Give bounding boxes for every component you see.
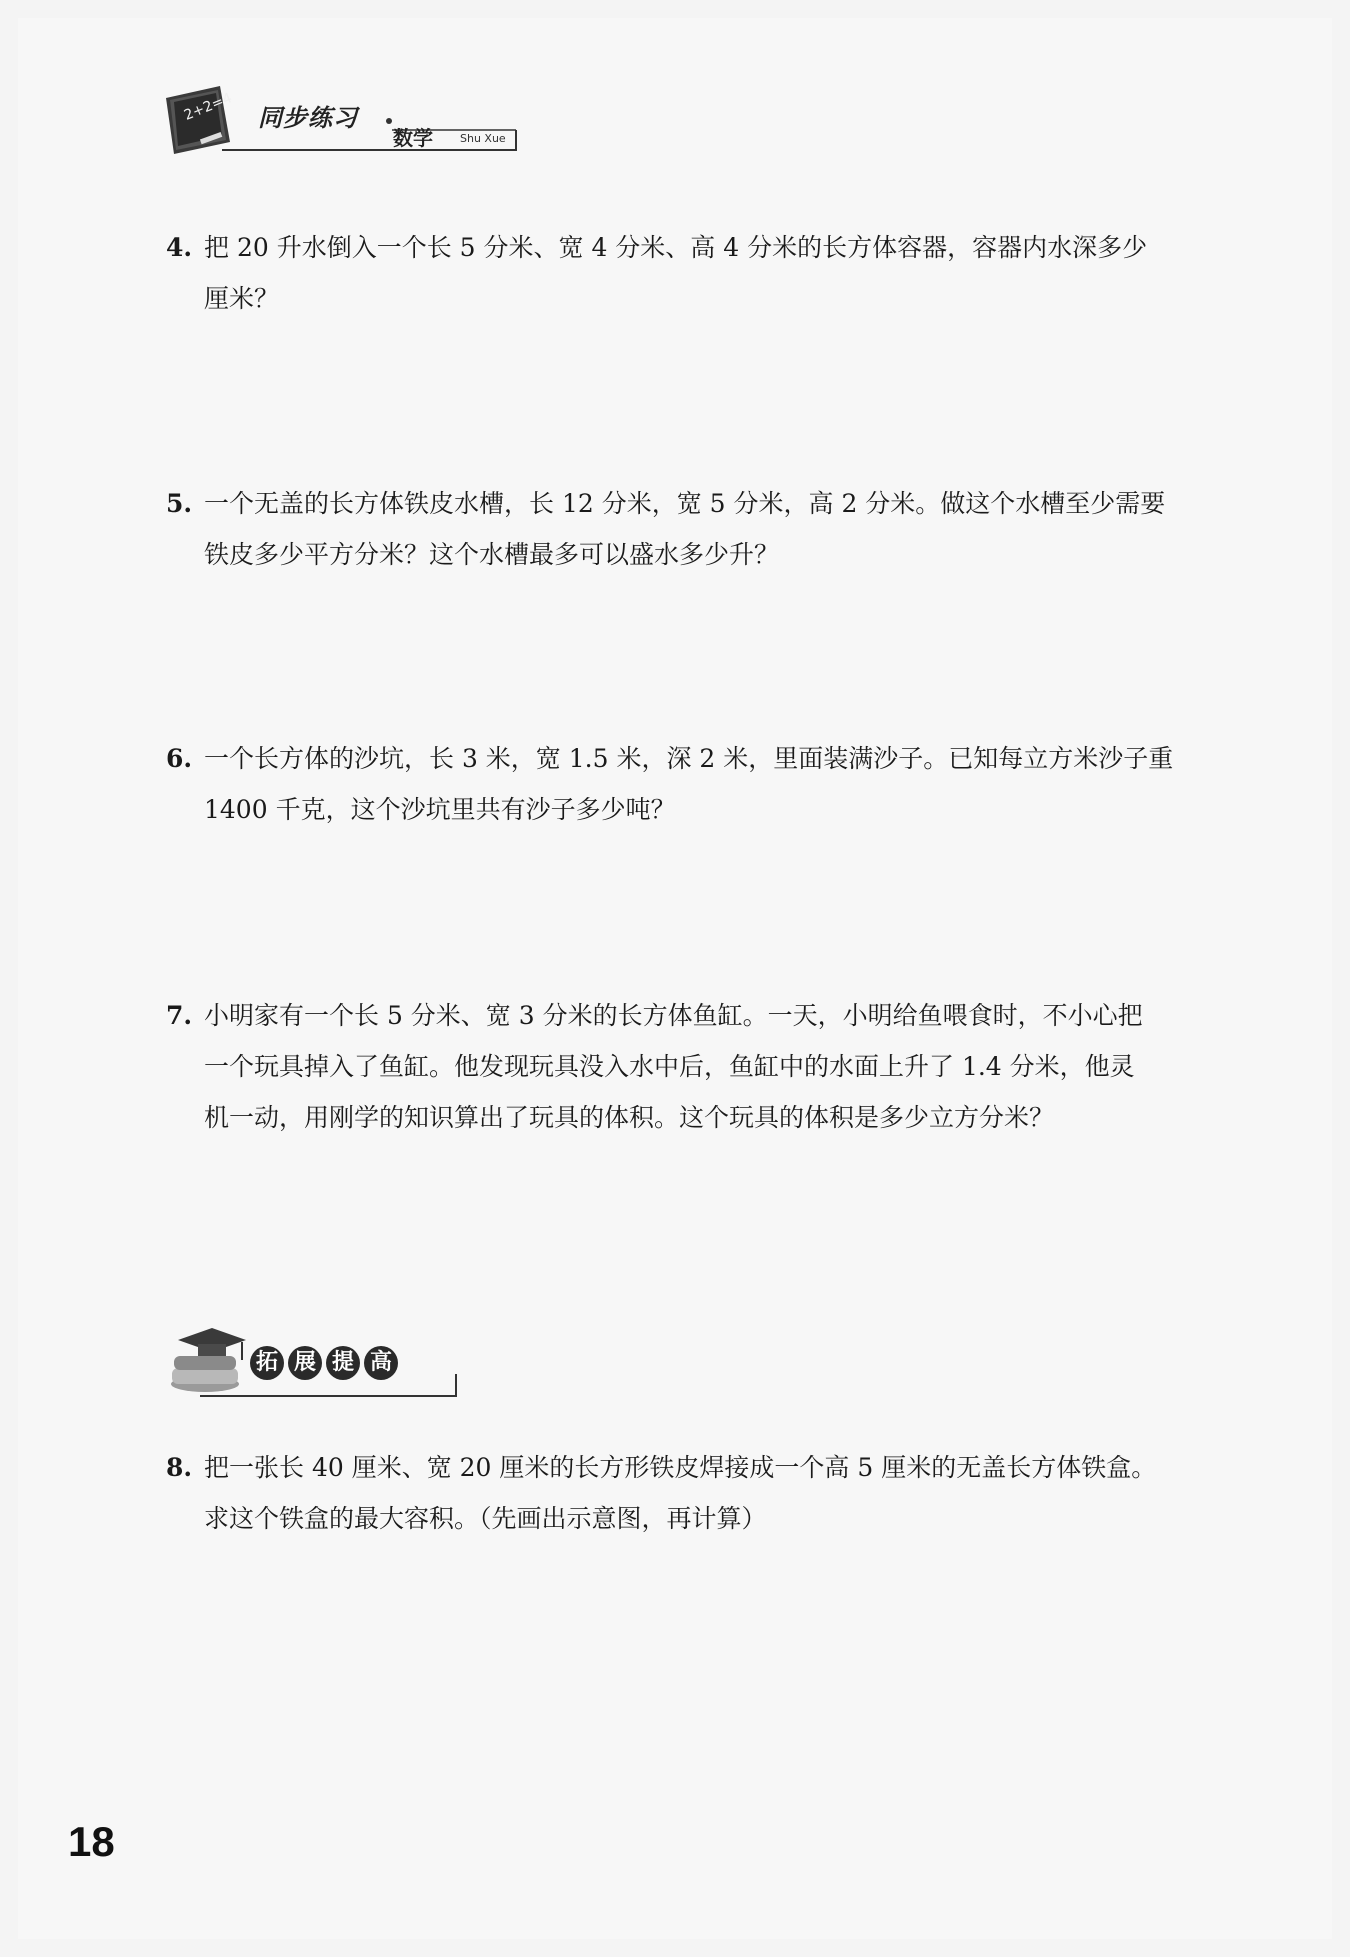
question-8 — [166, 1442, 1206, 1544]
section-title — [250, 1346, 398, 1380]
page-number: 18 — [68, 1818, 115, 1865]
question-line: 铁皮多少平方分米？这个水槽最多可以盛水多少升？ — [204, 540, 780, 569]
question-line: 4. 把 20 升水倒入一个长 5 分米、宽 4 分米、高 4 分米的长方体容器，容器内水深多少 — [166, 222, 1206, 273]
question-5 — [166, 478, 1206, 580]
question-line: 1400 千克，这个沙坑里共有沙子多少吨？ — [204, 795, 676, 824]
question-line: 7. 小明家有一个长 5 分米、宽 3 分米的长方体鱼缸。一天，小明给鱼喂食时，不小心把 — [166, 990, 1206, 1041]
question-line: 6. 一个长方体的沙坑，长 3 米，宽 1.5 米，深 2 米，里面装满沙子。已知每立方米沙子重 — [166, 733, 1206, 784]
question-6 — [166, 733, 1206, 835]
question-line: 5. 一个无盖的长方体铁皮水槽，长 12 分米，宽 5 分米，高 2 分米。做这个水槽至少需要 — [166, 478, 1206, 529]
question-line: 8. 把一张长 40 厘米、宽 20 厘米的长方形铁皮焊接成一个高 5 厘米的无盖长方体铁盒。 — [166, 1442, 1206, 1493]
question-4 — [166, 222, 1206, 324]
question-number: 7. — [166, 1001, 193, 1030]
question-line: 一个玩具掉入了鱼缸。他发现玩具没入水中后，鱼缸中的水面上升了 1.4 分米，他灵 — [204, 1052, 1135, 1081]
question-number: 8. — [166, 1453, 193, 1482]
section-char: 高 — [364, 1346, 398, 1380]
question-number: 5. — [166, 489, 193, 518]
question-7 — [166, 990, 1206, 1143]
subject-pinyin: Shu Xue — [460, 132, 506, 145]
question-line: 厘米？ — [204, 284, 280, 313]
section-char: 拓 — [250, 1346, 284, 1380]
chalkboard-text: 2+2=4 — [181, 90, 235, 124]
question-number: 6. — [166, 744, 193, 773]
subject-label: 数学 — [393, 126, 433, 150]
series-title: 同步练习 — [258, 104, 358, 132]
section-char: 展 — [288, 1346, 322, 1380]
question-line: 求这个铁盒的最大容积。（先画出示意图，再计算） — [204, 1504, 767, 1533]
section-char: 提 — [326, 1346, 360, 1380]
question-line: 机一动，用刚学的知识算出了玩具的体积。这个玩具的体积是多少立方分米？ — [204, 1103, 1055, 1132]
question-number: 4. — [166, 233, 193, 262]
